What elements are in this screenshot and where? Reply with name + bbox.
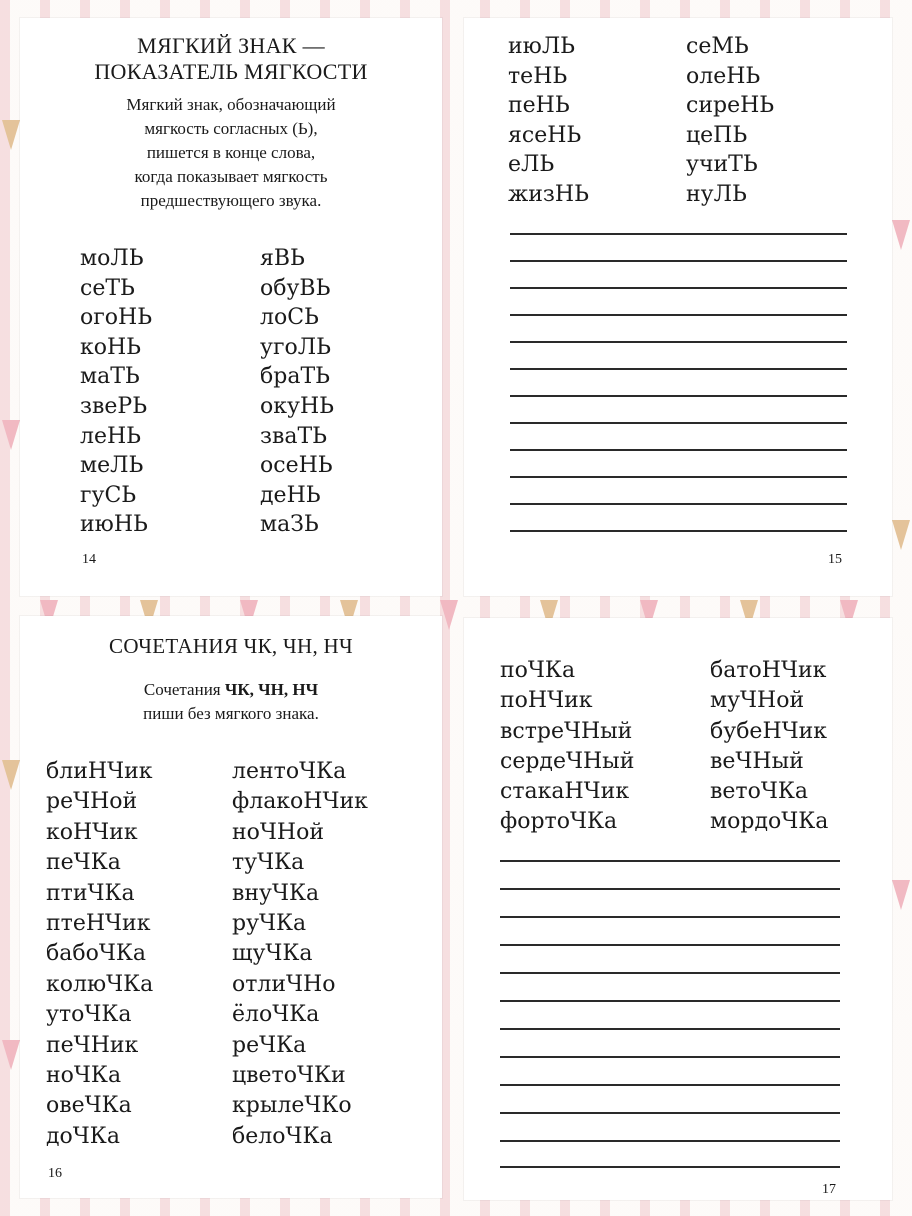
writing-line [510,422,847,424]
writing-line [500,860,840,862]
word-item: июЛЬ [508,34,575,59]
word-item: стакаНЧик [500,779,630,805]
word-item: ёлоЧКа [232,1002,320,1028]
word-item: ветоЧКа [710,779,808,805]
word-item: туЧКа [232,850,305,876]
word-item: доЧКа [46,1123,120,1149]
word-item: отлиЧНо [232,971,336,997]
word-item: сеМЬ [686,34,749,59]
word-item: яВЬ [260,246,305,271]
word-item: поЧКа [500,658,576,683]
word-item: встреЧНый [500,718,633,744]
word-item: птеНЧик [46,910,151,936]
rule-text [20,678,442,726]
word-item: пеНЬ [508,93,570,119]
word-list-left [500,656,634,838]
word-list-right [232,757,368,1152]
word-item: угоЛЬ [260,334,331,360]
page-number: 16 [48,1166,62,1181]
word-item: поНЧик [500,688,593,714]
rule-combinations: ЧК, ЧН, НЧ [224,680,319,699]
word-item: коНЧик [46,819,138,845]
writing-line [510,476,847,478]
word-item: ноЧКа [46,1062,122,1088]
writing-line [500,1084,840,1086]
word-item: жизНЬ [508,181,589,207]
page-title: СОЧЕТАНИЯ ЧК, ЧН, НЧ [109,634,353,658]
writing-line [500,972,840,974]
word-item: огоНЬ [80,305,153,331]
page-title-line1: МЯГКИЙ ЗНАК — [137,33,325,58]
writing-line [510,449,847,451]
word-item: муЧНой [710,688,805,714]
rule-line: Мягкий знак, обозначающий [126,95,336,114]
word-item: нуЛЬ [686,181,747,207]
rule-line: мягкость согласных (Ь), [144,119,318,138]
word-item: зваТЬ [260,423,327,449]
writing-line [500,1000,840,1002]
word-item: бабоЧКа [46,941,146,967]
word-item: июНЬ [80,512,148,538]
writing-line [500,1166,840,1168]
word-list-left [46,757,153,1152]
word-list-right [710,656,828,838]
writing-line [500,944,840,946]
word-item: обуВЬ [260,275,331,301]
rule-prefix: Сочетания [143,680,225,699]
rule-text [20,93,442,213]
rule-line [20,678,442,702]
page-16 [20,616,442,1198]
writing-line [510,287,847,289]
word-item: окуНЬ [260,393,334,419]
rule-line: пишется в конце слова, [146,143,316,162]
word-item: цеПЬ [686,122,748,148]
word-item: реЧКа [232,1032,307,1058]
word-item: руЧКа [232,910,307,936]
word-item: белоЧКа [232,1123,333,1149]
page-14 [20,18,442,596]
word-item: блиНЧик [46,759,153,784]
word-item: сердеЧНый [500,748,635,774]
writing-line [510,233,847,235]
writing-line [500,916,840,918]
word-item: гуСЬ [80,482,137,508]
word-item: олеНЬ [686,63,761,89]
word-item: учиТЬ [686,152,758,178]
word-list-left [80,244,152,540]
word-item: крылеЧКо [232,1093,352,1119]
word-item: веЧНый [710,748,804,774]
word-item: ноЧНой [232,819,325,845]
word-item: колюЧКа [46,971,154,997]
writing-line [500,1028,840,1030]
word-list-right [260,244,334,540]
word-item: браТЬ [260,364,330,390]
rule-line: когда показывает мягкость [134,167,328,186]
word-item: батоНЧик [710,658,827,683]
page-15 [464,18,892,596]
word-item: сеТЬ [80,275,135,301]
word-item: бубеНЧик [710,718,828,744]
writing-line [510,503,847,505]
writing-line [510,395,847,397]
rule-line: предшествующего звука. [140,191,322,210]
word-list-left [508,32,589,210]
writing-line [500,1056,840,1058]
page-number: 14 [82,552,96,567]
word-item: утоЧКа [46,1002,132,1028]
word-item: сиреНЬ [686,93,775,119]
word-item: ясеНЬ [508,122,582,148]
writing-line [500,888,840,890]
word-item: лентоЧКа [232,759,347,784]
writing-line [510,530,847,532]
page-title-line2: ПОКАЗАТЕЛЬ МЯГКОСТИ [94,59,368,84]
writing-line [500,1112,840,1114]
word-item: теНЬ [508,63,568,89]
rule-line: пиши без мягкого знака. [143,704,319,723]
word-item: деНЬ [260,482,321,508]
word-item: звеРЬ [80,393,148,419]
word-item: птиЧКа [46,880,135,906]
word-item: пеЧНик [46,1032,139,1058]
word-item: цветоЧКи [232,1062,346,1088]
word-item: маЗЬ [260,512,319,538]
word-item: меЛЬ [80,453,144,479]
word-item: еЛЬ [508,152,555,178]
writing-line [500,1140,840,1142]
page-17 [464,618,892,1200]
word-item: внуЧКа [232,880,320,906]
writing-line [510,314,847,316]
word-item: флакоНЧик [232,789,368,815]
word-item: щуЧКа [232,941,313,967]
writing-line [510,341,847,343]
page-number: 15 [828,552,842,567]
word-item: моЛЬ [80,246,144,271]
word-item: мордоЧКа [710,809,829,835]
word-item: осеНЬ [260,453,333,479]
word-item: реЧНой [46,789,138,815]
word-item: коНЬ [80,334,142,360]
page-number: 17 [822,1182,836,1197]
word-list-right [686,32,774,210]
word-item: овеЧКа [46,1093,132,1119]
word-item: маТЬ [80,364,140,390]
word-item: леНЬ [80,423,142,449]
word-item: лоСЬ [260,305,319,331]
writing-line [510,368,847,370]
word-item: фортоЧКа [500,809,618,835]
writing-line [510,260,847,262]
word-item: пеЧКа [46,850,121,876]
